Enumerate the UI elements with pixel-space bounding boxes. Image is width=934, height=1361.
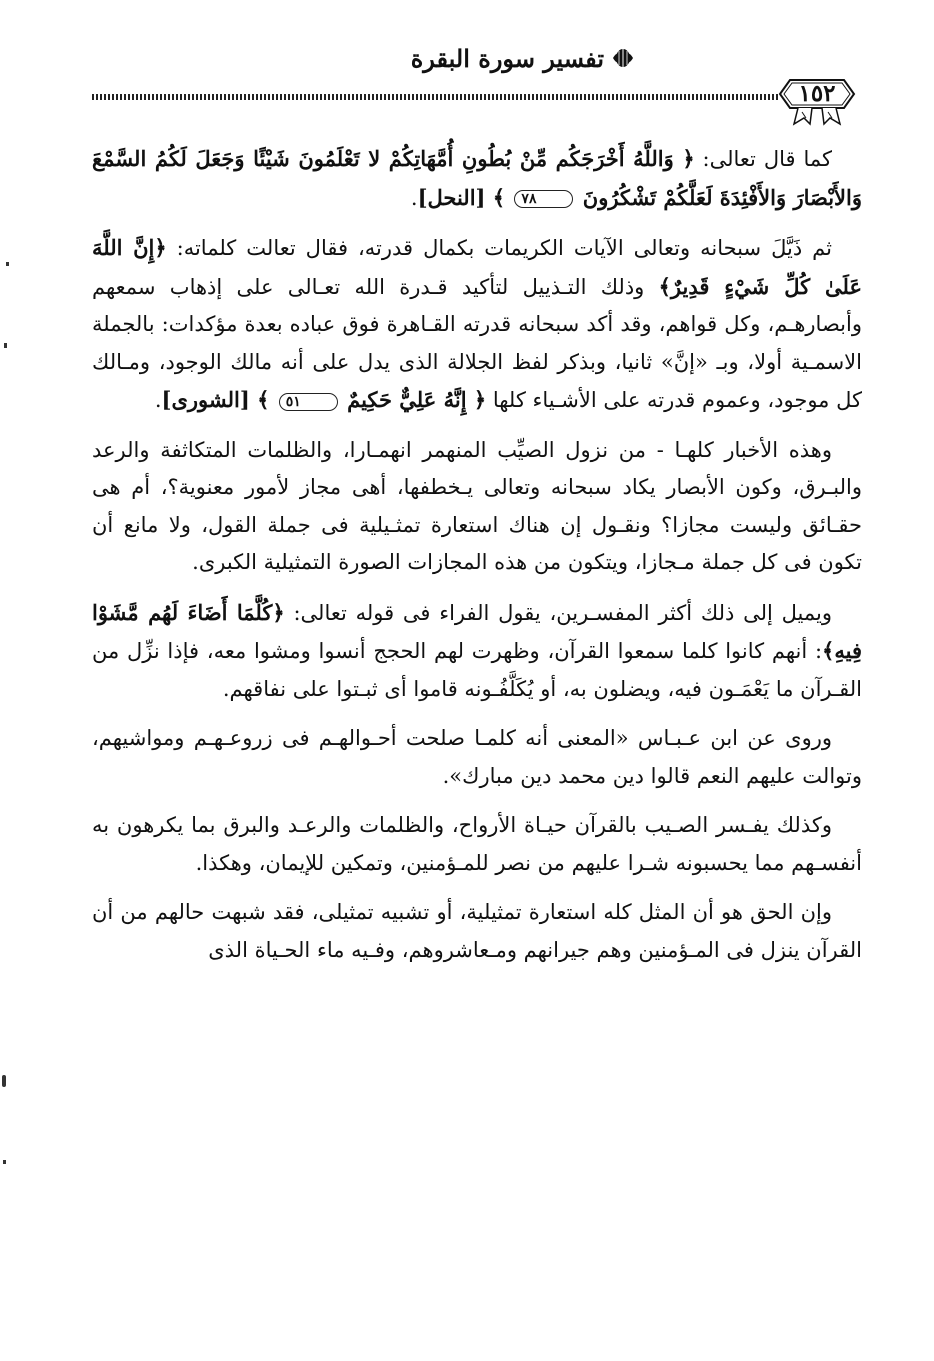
- page-number: ١٥٢: [798, 80, 836, 107]
- body-text-segment: وذلك التـذييل لتأكيد قـدرة الله تعـالى على إذهاب سمعهم وأبصارهـم، وكل قواهم، وقد أكد سبحانه قدرته القـاهرة فوق عباده بعدة مؤكدات: بالجملة الاسمـية أولا، وبـ «إنَّ» ثانيا، وبذكر لفظ الجلالة الذى يدل على أنه مالك الوجود، ومـالك كل موجود، وعموم قدرته على الأشـياء كلها: [92, 274, 862, 412]
- paragraph: [92, 894, 862, 969]
- quran-verse: ﴾: [249, 387, 277, 412]
- running-header-title: تفسير سورة البقرة: [410, 44, 604, 73]
- paragraph: [92, 594, 862, 709]
- header-rule: [92, 94, 778, 100]
- ayah-number-mark: ٧٨: [514, 190, 573, 208]
- surah-reference: [الشورى]: [161, 387, 250, 412]
- body-text-segment: ويميل إلى ذلك أكثر المفسـرين، يقول الفراء فى قوله تعالى:: [284, 600, 832, 625]
- paragraph: [92, 807, 862, 882]
- quran-verse: ﴿إِنَّ اللَّهَ عَلَىٰ كُلِّ شَيْءٍ قَدِيرٌ﴾: [92, 235, 862, 299]
- body-text-segment: .: [410, 185, 418, 210]
- paragraph: [92, 720, 862, 795]
- body-text-segment: كما قال تعالى:: [694, 147, 832, 171]
- quran-verse: ﴿ وَاللَّهُ أَخْرَجَكُم مِّنْ بُطُونِ أُمَّهَاتِكُمْ لا تَعْلَمُونَ شَيْئًا وَجَعَلَ لَكُمُ السَّمْعَ وَالأَبْصَارَ وَالأَفْئِدَةَ لَعَلَّكُمْ تَشْكُرُونَ: [92, 146, 862, 210]
- body-text-segment: : أنهم كانوا كلما سمعوا القرآن، وظهرت لهم الحجج أنسوا ومشوا معه، فإذا نزِّل من القـرآن ما يَعْمَـون فيه، ويضلون به، أو يُكَلَّفُـونه قاموا أى ثبـتوا على نفاقهم.: [92, 639, 862, 701]
- body-text-segment: وروى عن ابن عـبـاس «المعنى أنه كلمـا صلحت أحـوالهـم فى زروعـهـم ومواشيهم، وتوالت عليهم النعم قالوا دين محمد دين مبارك».: [92, 726, 862, 788]
- body-text-segment: وإن الحق هو أن المثل كله استعارة تمثيلية، أو تشبيه تمثيلى، فقد شبهت حالهم من أن القرآن ينزل فى المـؤمنين وهم جيرانهم ومـعاشروهم، وفـيه ماء الحـياة الذى: [92, 900, 862, 962]
- body-text-segment: وهذه الأخبار كلهـا - من نزول الصيِّب المنهمر انهمـارا، والظلمات المتكاثفة والرعد والبـرق، وكون الأبصار يكاد سبحانه وتعالى يـخطفها، أهى مجاز لأمور معنوية؟، أم هى حقـائق وليست مجازا؟ ونقـول إن هناك استعارة تمثـيلية فى جملة القول، ولا مانع أن تكون فى كل جملة مـجازا، ويتكون من هذه المجازات الصورة التمثيلية الكبرى.: [92, 437, 863, 574]
- quran-verse: ﴿ إِنَّهُ عَلِيٌّ حَكِيمٌ: [339, 387, 487, 412]
- paragraph: [92, 229, 862, 420]
- paragraph: [92, 140, 862, 217]
- ayah-number-mark: ٥١: [279, 393, 338, 411]
- margin-speck: [3, 1160, 6, 1164]
- flower-ornament-icon: [610, 47, 636, 69]
- body-text: [92, 140, 862, 981]
- paragraph: [92, 432, 862, 582]
- body-text-segment: ثم ذَيَّلَ سبحانه وتعالى الآيات الكريمات بكمال قدرته، فقال تعالت كلماته:: [166, 236, 832, 260]
- quran-verse: ﴿كُلَّمَا أَضَاءَ لَهُم مَّشَوْا فِيهِ﴾: [92, 599, 862, 663]
- surah-reference: [النحل]: [417, 184, 486, 210]
- margin-speck: [6, 262, 9, 266]
- margin-speck: [2, 1075, 6, 1087]
- quran-verse: ﴾: [485, 184, 513, 210]
- margin-speck: [4, 343, 7, 348]
- body-text-segment: وكذلك يفـسر الصـيب بالقرآن حيـاة الأرواح، والظلمات والرعـد والبرق بما يكرهون به أنفسـهم مما يحسبونه شـرا عليهم من نصر للمـؤمنين، وتمكين للإيمان، وهكذا.: [92, 813, 862, 875]
- body-text-segment: .: [154, 388, 162, 412]
